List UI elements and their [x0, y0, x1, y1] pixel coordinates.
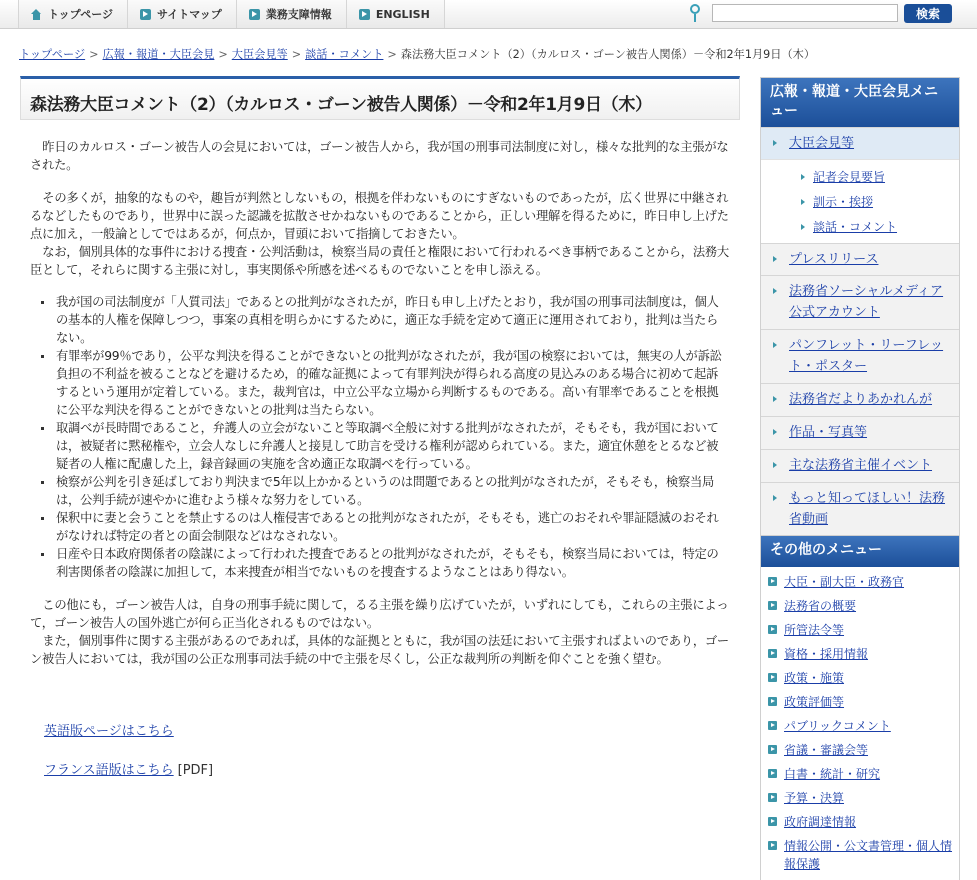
spacer	[30, 174, 730, 189]
arrow-icon	[801, 199, 805, 205]
nav-label: トップページ	[48, 8, 114, 21]
arrow-icon	[773, 429, 777, 435]
arrow-icon	[768, 625, 777, 634]
arrow-icon	[768, 721, 777, 730]
sidebar-item-events[interactable]	[761, 449, 959, 482]
sidebar-item-label: 主な法務省主催イベント	[789, 458, 933, 473]
nav-label: 業務支障情報	[265, 8, 332, 21]
other-menu-label: 法務省の概要	[784, 599, 857, 613]
top-bar	[0, 0, 977, 29]
sidebar-item-akarenga[interactable]	[761, 383, 959, 416]
other-menu-label: 白書・統計・研究	[784, 767, 881, 781]
sidebar-subitem-press-summary[interactable]	[761, 164, 959, 189]
other-menu-item[interactable]	[761, 573, 959, 591]
arrow-icon	[768, 745, 777, 754]
sidebar-item-label: 法務省だよりあかれんが	[789, 392, 933, 407]
list-item: 有罪率が99％であり，公平な判決を得ることができないとの批判がなされたが，我が国の検察においては，無実の人が訴訟負担の不利益を被ることなどを避けるため，的確な証拠によって有罪判決が得られる高度の見込みのある場合に初めて起訴するという運用が定着している。また，裁判官は，中立公平な立場から判断するものである。高い有罪率であることを根拠に公平な判決を得ることができないとの批判は当たらない。	[56, 347, 730, 419]
list-item: 日産や日本政府関係者の陰謀によって行われた捜査であるとの批判がなされたが，そもそも，検察当局においては，特定の利害関係者の陰謀に加担して，本来捜査が相当でないものを捜査するようなことはあり得ない。	[56, 545, 730, 581]
other-menu-label: 情報公開・公文書管理・個人情報保護	[784, 839, 953, 871]
pdf-label: [PDF]	[177, 763, 214, 778]
sidebar-item-pamphlets[interactable]	[761, 329, 959, 383]
search-input[interactable]	[712, 4, 898, 22]
nav-label: ENGLISH	[375, 7, 430, 21]
sidebar-item-label: パンフレット・リーフレット・ポスター	[789, 338, 944, 374]
sidebar-item-label: もっと知ってほしい！法務省動画	[789, 491, 946, 527]
other-menu-item[interactable]	[761, 621, 959, 639]
nav-business-info[interactable]	[236, 0, 346, 28]
paragraph: また，個別事件に関する主張があるのであれば，具体的な証拠とともに，我が国の法廷において主張すればよいのであり，ゴーン被告人においては，我が国の公正な刑事司法手続の中で主張を尽くし，公正な裁判所の判断を仰ぐことを強く望む。	[30, 634, 729, 666]
other-menu-item[interactable]	[761, 741, 959, 759]
sidebar-subitem-comments[interactable]	[761, 214, 959, 239]
home-icon	[31, 9, 42, 20]
arrow-icon	[140, 9, 151, 20]
sidebar-subitem-label: 談話・コメント	[813, 220, 898, 234]
nav-english[interactable]	[346, 0, 445, 28]
search-area	[688, 3, 952, 23]
sidebar-item-social-media[interactable]	[761, 275, 959, 329]
breadcrumb-pr[interactable]: 広報・報道・大臣会見	[102, 48, 215, 61]
nav-top-page[interactable]	[18, 0, 127, 28]
page-title-box	[20, 76, 740, 120]
sidebar-subitem-label: 訓示・挨拶	[813, 195, 874, 209]
bullet-list	[30, 293, 730, 581]
arrow-icon	[773, 342, 777, 348]
sidebar-submenu	[761, 159, 959, 243]
sidebar-subitem-speeches[interactable]	[761, 189, 959, 214]
other-menu-item[interactable]	[761, 669, 959, 687]
sidebar-item-videos[interactable]	[761, 482, 959, 536]
search-button[interactable]: 検索	[904, 4, 952, 23]
list-item: 検察が公判を引き延ばしており判決まで5年以上かかるというのは問題であるとの批判がなされたが，そもそも，検察当局は，公判手続が速やかに進むよう様々な努力をしている。	[56, 473, 730, 509]
paragraph: その多くが，抽象的なものや，趣旨が判然としないもの，根拠を伴わないものにすぎないものであったが，広く世界に中継されるなどしたものであり，世界中に誤った認識を拡散させかねないものであることから，正しい理解を得るために，昨日申し上げた点に加え，一般論としてではあるが，何点か，冒頭において指摘しておきたい。	[30, 191, 729, 241]
nav-label: サイトマップ	[157, 8, 222, 21]
sidebar-item-works-photos[interactable]	[761, 416, 959, 449]
other-menu-item[interactable]	[761, 597, 959, 615]
other-menu-item[interactable]	[761, 717, 959, 735]
nav-sitemap[interactable]	[127, 0, 236, 28]
breadcrumb-separator: >	[291, 48, 302, 61]
arrow-icon	[768, 577, 777, 586]
list-item: 保釈中に妻と会うことを禁止するのは人権侵害であるとの批判がなされたが，そもそも，逃亡のおそれや罪証隠滅のおそれがなければ特定の者との面会制限などはなされない。	[56, 509, 730, 545]
sidebar-item-label: 作品・写真等	[789, 425, 868, 440]
other-menu-item[interactable]	[761, 789, 959, 807]
other-menu-label: 予算・決算	[784, 791, 845, 805]
sidebar-other-menu	[760, 535, 960, 880]
english-link-row	[44, 720, 213, 739]
article-body	[30, 138, 730, 668]
other-menu-label: 資格・採用情報	[784, 647, 869, 661]
list-item: 我が国の司法制度が「人質司法」であるとの批判がなされたが，昨日も申し上げたとおり，我が国の刑事司法制度は，個人の基本的人権を保障しつつ，事案の真相を明らかにするために，適正な手続を定めて適正に運用されており，批判は当たらない。	[56, 293, 730, 347]
sidebar-item-press-release[interactable]	[761, 243, 959, 275]
other-menu-label: 大臣・副大臣・政務官	[784, 575, 905, 589]
arrow-icon	[773, 396, 777, 402]
arrow-icon	[773, 462, 777, 468]
arrow-icon	[768, 769, 777, 778]
other-menu-item[interactable]	[761, 693, 959, 711]
breadcrumb-top[interactable]: トップページ	[19, 48, 86, 61]
sidebar-heading: 広報・報道・大臣会見メニュー	[761, 78, 959, 127]
paragraph: なお，個別具体的な事件における捜査・公判活動は，検察当局の責任と権限において行われるべき事柄であることから，法務大臣として，それらに関する主張に対し，事実関係や所感を述べるものでないことを申し添える。	[30, 245, 729, 277]
other-menu-item[interactable]	[761, 765, 959, 783]
arrow-icon	[773, 140, 777, 146]
breadcrumb-separator: >	[387, 48, 397, 61]
breadcrumb-separator: >	[218, 48, 228, 61]
sidebar-pr-menu	[760, 77, 960, 537]
arrow-icon	[249, 9, 260, 20]
other-menu-label: 政策・施策	[784, 671, 845, 685]
english-page-link[interactable]: 英語版ページはこちら	[44, 724, 174, 739]
search-icon	[688, 3, 702, 23]
arrow-icon	[773, 288, 777, 294]
arrow-icon	[801, 224, 805, 230]
breadcrumb	[19, 46, 815, 62]
breadcrumb-current: 森法務大臣コメント（2）（カルロス・ゴーン被告人関係）－令和2年1月9日（木）	[400, 48, 816, 61]
other-menu-label: 政府調達情報	[784, 815, 857, 829]
sidebar-heading: その他のメニュー	[761, 536, 959, 567]
sidebar-item-press-conference[interactable]	[761, 127, 959, 159]
other-menu-item[interactable]	[761, 837, 959, 873]
arrow-icon	[359, 9, 370, 20]
sidebar-item-label: プレスリリース	[789, 252, 879, 267]
other-menu-label: パブリックコメント	[784, 719, 891, 733]
arrow-icon	[768, 841, 777, 850]
arrow-icon	[768, 601, 777, 610]
other-menu-item[interactable]	[761, 645, 959, 663]
breadcrumb-press[interactable]: 大臣会見等	[231, 48, 288, 61]
sidebar-item-label: 法務省ソーシャルメディア公式アカウント	[789, 284, 944, 320]
paragraph: 昨日のカルロス・ゴーン被告人の会見においては，ゴーン被告人から，我が国の刑事司法制度に対し，様々な批判的な主張がなされた。	[30, 140, 729, 172]
language-links	[44, 720, 213, 798]
arrow-icon	[768, 817, 777, 826]
french-pdf-link[interactable]: フランス語版はこちら	[44, 763, 174, 778]
french-link-row	[44, 759, 213, 778]
paragraph: この他にも，ゴーン被告人は，自身の刑事手続に関して，るる主張を繰り広げていたが，いずれにしても，これらの主張によって，ゴーン被告人の国外逃亡が何ら正当化されるものではない。	[30, 598, 729, 630]
arrow-icon	[773, 495, 777, 501]
arrow-icon	[768, 673, 777, 682]
breadcrumb-comments[interactable]: 談話・コメント	[305, 48, 384, 61]
arrow-icon	[768, 697, 777, 706]
sidebar-item-label: 大臣会見等	[789, 136, 855, 151]
other-menu-item[interactable]	[761, 813, 959, 831]
sidebar-subitem-label: 記者会見要旨	[813, 170, 886, 184]
arrow-icon	[768, 793, 777, 802]
other-menu-label: 政策評価等	[784, 695, 845, 709]
breadcrumb-separator: >	[89, 48, 99, 61]
arrow-icon	[768, 649, 777, 658]
global-nav	[18, 0, 445, 28]
arrow-icon	[773, 256, 777, 262]
other-menu-label: 省議・審議会等	[784, 743, 869, 757]
page-title: 森法務大臣コメント（2）（カルロス・ゴーン被告人関係）－令和2年1月9日（木）	[30, 95, 652, 115]
other-menu-label: 所管法令等	[784, 623, 845, 637]
list-item: 取調べが長時間であること，弁護人の立会がないこと等取調べ全般に対する批判がなされたが，そもそも，我が国においては，被疑者に黙秘権や，立会人なしに弁護人と接見して助言を受ける権利が認められている。また，適宜休憩をとるなど被疑者の人権に配慮した上，録音録画の実施を含め適正な取調べを行っている。	[56, 419, 730, 473]
arrow-icon	[801, 174, 805, 180]
